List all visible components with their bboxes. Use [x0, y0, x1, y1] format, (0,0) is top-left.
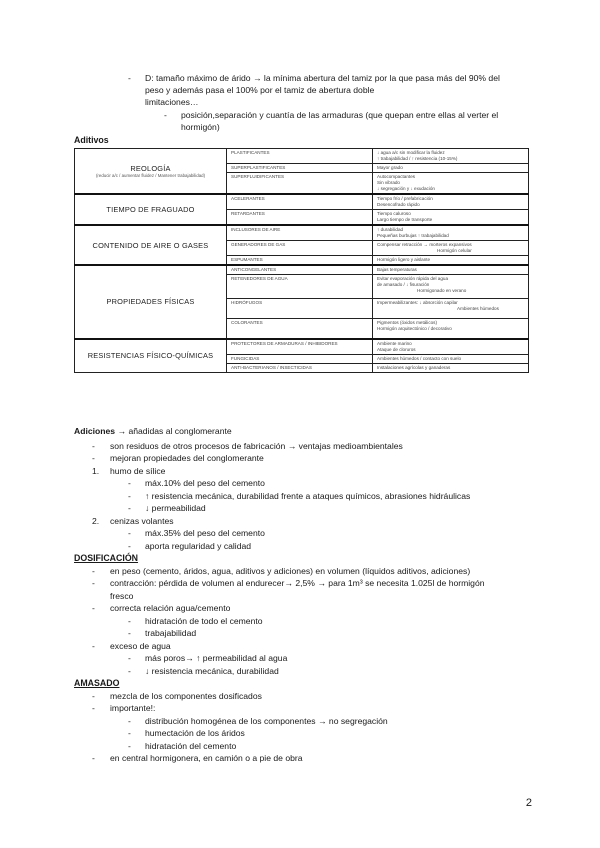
effect-line: Largo tiempo de transporte [377, 217, 433, 222]
list-item: ↓ permeabilidad [145, 503, 206, 513]
list-item: contracción: pérdida de volumen al endurecer→ 2,5% → para 1m³ se necesita 1.025l de hormigón [110, 578, 485, 588]
effect-line: Tiempo caluroso [377, 211, 411, 216]
list-item: son residuos de otros procesos de fabricación → ventajas medioambientales [110, 441, 403, 451]
list-item: humectación de los áridos [145, 728, 245, 738]
bullet-dash: - [128, 478, 131, 488]
category-label: RESISTENCIAS FÍSICO-QUÍMICAS [87, 351, 214, 360]
category-sublabel: (reducir a/c / aumentar fluidez / Mantener trabajabilidad) [95, 172, 206, 178]
effect-line: Hormigonado en verano [417, 288, 467, 293]
additive-name: INCLUSORES DE AIRE [227, 225, 373, 241]
bullet-dash: - [128, 653, 131, 663]
effect-line: Impermeabilizantes: ↓ absorción capilar [377, 300, 458, 305]
aditivos-heading: Aditivos [74, 135, 109, 145]
category-cell [75, 225, 227, 265]
list-item: hidratación del cemento [145, 741, 237, 751]
list-item: distribución homogénea de los componentes → no segregación [145, 716, 388, 726]
additive-effect [373, 210, 529, 226]
list-item: cenizas volantes [110, 516, 174, 526]
list-item: mejoran propiedades del conglomerante [110, 453, 264, 463]
additive-name: RETARDANTES [227, 210, 373, 226]
bullet-dash: - [128, 628, 131, 638]
effect-line: de amasado / ↓ fisuración [377, 282, 430, 287]
bullet-dash: - [128, 666, 131, 676]
additive-effect [373, 194, 529, 210]
table-row [75, 265, 529, 275]
additive-effect [373, 149, 529, 164]
additive-effect [373, 256, 529, 266]
list-item: mezcla de los componentes dosificados [110, 691, 262, 701]
additive-effect [373, 339, 529, 355]
effect-line: ↑ durabilidad [377, 227, 404, 232]
list-item: ↑ resistencia mecánica, durabilidad frente a ataques químicos, abrasiones hidráulicas [145, 491, 471, 501]
list-item: máx.10% del peso del cemento [145, 478, 265, 488]
list-item: hidratación de todo el cemento [145, 616, 263, 626]
additive-effect [373, 299, 529, 319]
bullet-dash: - [92, 578, 95, 588]
additive-name: GENERADORES DE GAS [227, 241, 373, 256]
list-number: 1. [92, 466, 100, 476]
effect-line: Ambientes húmedos / contacto con suelo [377, 355, 462, 361]
category-label: REOLOGÍA [130, 163, 171, 173]
bullet-dash: - [128, 616, 131, 626]
category-cell [75, 265, 227, 339]
bullet-dash: - [92, 441, 95, 451]
effect-line: Autocompactantes [377, 174, 416, 179]
effect-line: Pequeñas burbujas ↑ trabajabilidad [377, 233, 449, 238]
effect-line: Ambiente marino [377, 340, 412, 346]
adiciones-heading-line [74, 425, 232, 437]
additive-name: PLASTIFICANTES [227, 149, 373, 164]
additive-name: PROTECTORES DE ARMADURAS / INHIBIDORES [227, 339, 373, 355]
effect-line: ↓ segregación y ↓ exudación [377, 186, 435, 191]
additive-name: ANTI-BACTERIANOS / INSECTICIDAS [227, 363, 373, 372]
list-item: máx.35% del peso del cemento [145, 528, 265, 538]
additive-effect [373, 164, 529, 173]
effect-line: Sin vibrado [377, 180, 400, 185]
additive-effect [373, 275, 529, 299]
bullet-dash: - [92, 566, 95, 576]
list-item: humo de sílice [110, 466, 166, 476]
additive-effect [373, 225, 529, 241]
bullet-dash: - [128, 716, 131, 726]
bullet-dash: - [128, 528, 131, 538]
additive-effect [373, 354, 529, 363]
effect-line: Ambientes húmedos [457, 306, 499, 311]
bullet-dash: - [128, 728, 131, 738]
bullet-dash: - [128, 73, 131, 83]
bullet-dash: - [128, 741, 131, 751]
intro-posicion-line2: hormigón) [181, 122, 220, 132]
bullet-dash: - [164, 110, 167, 120]
list-item: en peso (cemento, áridos, agua, aditivos y adiciones) en volumen (líquidos aditivos, adiciones) [110, 566, 471, 576]
effect-line: Ataque de cloruros [377, 346, 416, 352]
list-number: 2. [92, 516, 100, 526]
additive-effect [373, 173, 529, 195]
intro-posicion-line1: posición,separación y cuantía de las armaduras (que quepan entre ellas al verter el [181, 110, 499, 120]
table-row [75, 225, 529, 241]
list-item: ↓ resistencia mecánica, durabilidad [145, 666, 279, 676]
bullet-dash: - [92, 691, 95, 701]
table-row [75, 149, 529, 164]
category-label: PROPIEDADES FÍSICAS [106, 297, 195, 307]
bullet-dash: - [92, 641, 95, 651]
bullet-dash: - [128, 541, 131, 551]
effect-line: Desencofrado rápido [377, 202, 420, 207]
effect-line: Bajas temperaturas [377, 267, 417, 272]
dosificacion-heading: DOSIFICACIÓN [74, 553, 139, 563]
additive-effect [373, 319, 529, 339]
category-cell [75, 194, 227, 225]
effect-line: Pigmentos (óxidos metálicos) [377, 320, 437, 325]
effect-line: Mayor grado [377, 165, 403, 170]
bullet-dash: - [92, 703, 95, 713]
category-label: CONTENIDO DE AIRE O GASES [92, 240, 209, 250]
additive-name: FUNGICIDAS [227, 354, 373, 363]
category-label: TIEMPO DE FRAGUADO [106, 205, 195, 214]
additive-effect [373, 241, 529, 256]
effect-line: Tiempo frío / prefabricación [377, 196, 433, 201]
adiciones-heading-rest: → añadidas al conglomerante [115, 426, 232, 436]
additive-name: ESPUMANTES [227, 256, 373, 266]
list-item-continuation: fresco [110, 591, 134, 601]
page-number: 2 [525, 797, 532, 809]
additive-effect [373, 265, 529, 275]
additive-name: HIDRÓFUGOS [227, 299, 373, 319]
effect-line: Evitar evaporación rápida del agua [377, 276, 448, 281]
list-item: en central hormigonera, en camión o a pie de obra [110, 753, 303, 763]
list-item: más poros→ ↑ permeabilidad al agua [145, 653, 288, 663]
effect-line: ↓ agua a/c sin modificar la fluidez [377, 150, 445, 155]
list-item: exceso de agua [110, 641, 171, 651]
additive-name: ACELERANTES [227, 194, 373, 210]
category-cell [75, 149, 227, 195]
bullet-dash: - [92, 603, 95, 613]
bullet-dash: - [92, 753, 95, 763]
adiciones-heading: Adiciones [74, 426, 116, 436]
category-cell [75, 339, 227, 373]
intro-d-line3: limitaciones… [145, 97, 199, 107]
effect-line: ↑ trabajabilidad / ↑ resistencia (10-15%) [377, 156, 458, 161]
aditivos-table [74, 148, 529, 373]
additive-effect [373, 363, 529, 372]
additive-name: SUPERPLASTIFICANTES [227, 164, 373, 173]
amasado-heading: AMASADO [74, 678, 120, 688]
intro-d-line2: peso y además pasa el 100% por el tamiz de abertura doble [145, 85, 375, 95]
bullet-dash: - [128, 491, 131, 501]
list-item: importante!: [110, 703, 156, 713]
effect-line: Hormigón arquitectónico / decorativo [377, 326, 452, 331]
table-row [75, 339, 529, 355]
bullet-dash: - [92, 453, 95, 463]
list-item: trabajabilidad [145, 628, 197, 638]
effect-line: Hormigón celular [437, 248, 472, 253]
additive-name: RETENEDORES DE AGUA [227, 275, 373, 299]
effect-line: Hormigón ligero y aislante [377, 257, 431, 262]
additive-name: ANTICONGELANTES [227, 265, 373, 275]
bullet-dash: - [128, 503, 131, 513]
list-item: aporta regularidad y calidad [145, 541, 252, 551]
additive-name: SUPERFLUIDIFICANTES [227, 173, 373, 195]
intro-d-line1: D: tamaño máximo de árido → la mínima abertura del tamiz por la que pasa más del 90% del [145, 73, 500, 83]
additive-name: COLORANTES [227, 319, 373, 339]
effect-line: Instalaciones agrícolas y ganaderas [377, 364, 451, 370]
table-row [75, 194, 529, 210]
list-item: correcta relación agua/cemento [110, 603, 231, 613]
effect-line: Compensar retracción → morteros expansivos [377, 242, 472, 247]
